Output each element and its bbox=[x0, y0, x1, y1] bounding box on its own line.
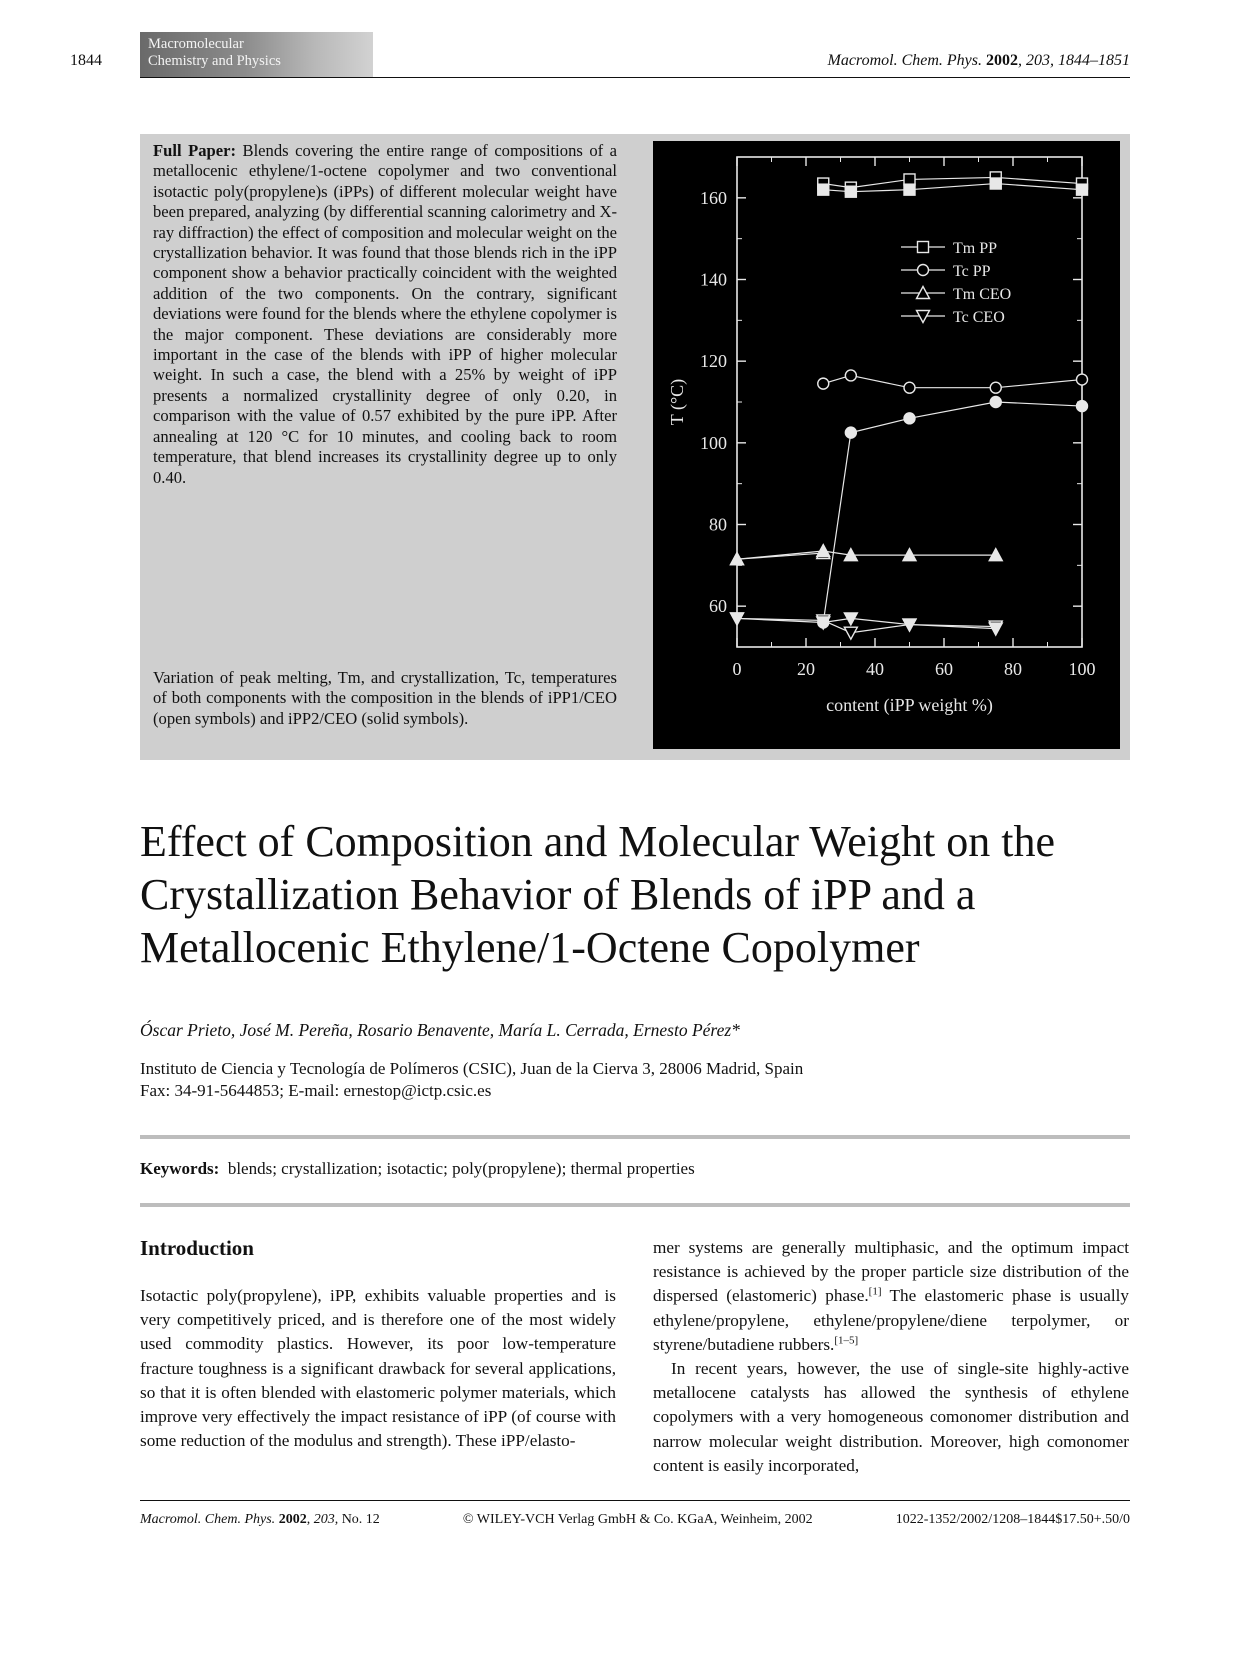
data-point bbox=[1077, 401, 1088, 412]
series-line bbox=[737, 618, 996, 628]
header-year: 2002 bbox=[986, 52, 1018, 69]
abstract-text: Blends covering the entire range of compositions of a metallocenic ethylene/1-octene copolymer and two conventional isotactic poly(propylene)s (iPPs) of different molecular weight have been prepared, analyzing (by differential scanning calorimetry and X-ray diffraction) the effect of composition and molecular weight on the crystallization behavior. It was found that those blends rich in the iPP component show a behavior practically coincident with the weighted addition of the two components. On the contrary, significant deviations were found for the blends where the ethylene copolymer is the major component. These deviations are considerably more important in the case of the blends with iPP of higher molecular weight. In such a case, the blend with a 25% by weight of iPP presents a normalized crystallinity degree of only 0.20, in comparison with the value of 0.57 exhibited by the pure iPP. After annealing at 120 °C for 10 minutes, and cooling back to room temperature, that blend increases its crystallinity degree up to only 0.40. bbox=[153, 141, 617, 487]
data-point bbox=[818, 184, 829, 195]
plot-frame bbox=[737, 157, 1082, 647]
header-rule bbox=[140, 77, 1130, 78]
series-line bbox=[823, 184, 1082, 192]
figure-chart bbox=[653, 141, 1120, 749]
section-heading-introduction: Introduction bbox=[140, 1236, 254, 1260]
data-point bbox=[904, 382, 915, 393]
data-point bbox=[817, 545, 830, 557]
keywords-text: blends; crystallization; isotactic; poly(propylene); thermal properties bbox=[227, 1159, 695, 1178]
ref-1: [1] bbox=[868, 1285, 882, 1298]
y-tick-label: 140 bbox=[700, 269, 727, 290]
intro-left-column: Isotactic poly(propylene), iPP, exhibits valuable properties and is very competitively priced, and is therefore one of the most widely used commodity plastics. However, its poor low-temperature fracture toughness is a significant drawback for several applications, so that it is often blended with elastomeric polymer materials, which improve very effectively the impact resistance of iPP (of course with some reduction of the modulus and strength). These iPP/elasto- bbox=[140, 1286, 616, 1451]
paper-title: Effect of Composition and Molecular Weight on the Crystallization Behavior of Blends of iPP and a Metallocenic Ethylene/1-Octene Copolymer bbox=[140, 817, 1055, 972]
legend-label: Tc PP bbox=[953, 263, 991, 280]
y-axis-label: T (°C) bbox=[667, 378, 687, 426]
keywords bbox=[140, 1159, 695, 1179]
y-tick-label: 100 bbox=[700, 432, 727, 453]
affiliation-line-2: Fax: 34-91-5644853; E-mail: ernestop@ictp.csic.es bbox=[140, 1081, 492, 1100]
abstract bbox=[153, 141, 617, 488]
data-point bbox=[845, 186, 856, 197]
authors: Óscar Prieto, José M. Pereña, Rosario Benavente, María L. Cerrada, Ernesto Pérez* bbox=[140, 1020, 740, 1040]
legend-label: Tm CEO bbox=[953, 286, 1012, 303]
footer-rule bbox=[140, 1500, 1130, 1501]
header-volume: 203 bbox=[1026, 52, 1050, 69]
ref-1-5: [1–5] bbox=[834, 1334, 859, 1347]
keywords-label: Keywords: bbox=[140, 1159, 220, 1178]
data-point bbox=[904, 413, 915, 424]
abstract-label: Full Paper: bbox=[153, 141, 236, 160]
data-point bbox=[845, 370, 856, 381]
figure-caption: Variation of peak melting, Tm, and crystallization, Tc, temperatures of both components with the composition in the blends of iPP1/CEO (open symbols) and iPP2/CEO (solid symbols). bbox=[153, 668, 617, 728]
data-point bbox=[1077, 374, 1088, 385]
data-point bbox=[844, 627, 857, 639]
data-point bbox=[845, 427, 856, 438]
header-citation: Macromol. Chem. Phys. 2002, 203, 1844–1851 bbox=[827, 52, 1130, 69]
data-point bbox=[818, 378, 829, 389]
footer-code: 1022-1352/2002/1208–1844$17.50+.50/0 bbox=[895, 1512, 1130, 1527]
affiliation bbox=[140, 1058, 803, 1102]
x-tick-label: 20 bbox=[797, 659, 815, 679]
page-number: 1844 bbox=[70, 52, 102, 69]
data-point bbox=[990, 397, 1001, 408]
y-tick-label: 160 bbox=[700, 187, 727, 208]
legend-marker bbox=[918, 242, 929, 253]
intro-paragraph-2: In recent years, however, the use of single-site highly-active metallocene catalysts has allowed the synthesis of ethylene copolymers with a very homogeneous comonomer distribution and narrow molecular weight distribution. Moreover, high comonomer content is easily incorporated, bbox=[653, 1359, 1129, 1475]
data-point bbox=[904, 174, 915, 185]
x-axis-label: content (iPP weight %) bbox=[826, 695, 993, 715]
x-tick-label: 80 bbox=[1004, 659, 1022, 679]
header-journal: Macromol. Chem. Phys. bbox=[827, 52, 982, 69]
series-line bbox=[737, 551, 996, 559]
y-tick-label: 80 bbox=[709, 514, 727, 535]
keywords-bottom-rule bbox=[140, 1203, 1130, 1207]
y-tick-label: 60 bbox=[709, 596, 727, 617]
data-point bbox=[990, 178, 1001, 189]
series-line bbox=[823, 402, 1082, 623]
data-point bbox=[989, 623, 1002, 635]
y-tick-label: 120 bbox=[700, 351, 727, 372]
chart-svg bbox=[653, 141, 1120, 749]
header-pages: 1844–1851 bbox=[1058, 52, 1130, 69]
keywords-top-rule bbox=[140, 1135, 1130, 1139]
data-point bbox=[990, 382, 1001, 393]
x-tick-label: 100 bbox=[1068, 659, 1096, 679]
data-point bbox=[1077, 184, 1088, 195]
x-tick-label: 0 bbox=[732, 659, 742, 679]
intro-paragraph-1: mer systems are generally multiphasic, and the optimum impact resistance is achieved by the proper particle size distribution of the dispersed (elastomeric) phase.[1] The elastomeric phase is usually ethylene/propylene, ethylene/propylene/diene terpolymer, or styrene/butadiene rubbers.[1–5] bbox=[653, 1238, 1130, 1354]
footer-citation: Macromol. Chem. Phys. 2002, 203, No. 12 bbox=[140, 1512, 380, 1527]
legend-label: Tm PP bbox=[953, 240, 998, 257]
affiliation-line-1: Instituto de Ciencia y Tecnología de Polímeros (CSIC), Juan de la Cierva 3, 28006 Madrid, Spain bbox=[140, 1059, 804, 1078]
data-point bbox=[904, 184, 915, 195]
series-line bbox=[823, 375, 1082, 387]
journal-logo bbox=[140, 32, 373, 78]
page-footer bbox=[140, 1512, 1130, 1528]
intro-right-column bbox=[653, 1236, 1129, 1478]
legend-marker bbox=[918, 265, 929, 276]
x-tick-label: 40 bbox=[866, 659, 884, 679]
footer-copyright: © WILEY-VCH Verlag GmbH & Co. KGaA, Weinheim, 2002 bbox=[462, 1512, 813, 1527]
logo-line-1: Macromolecular bbox=[148, 36, 244, 52]
legend-label: Tc CEO bbox=[953, 309, 1005, 326]
logo-line-2: Chemistry and Physics bbox=[148, 53, 281, 69]
x-tick-label: 60 bbox=[935, 659, 953, 679]
